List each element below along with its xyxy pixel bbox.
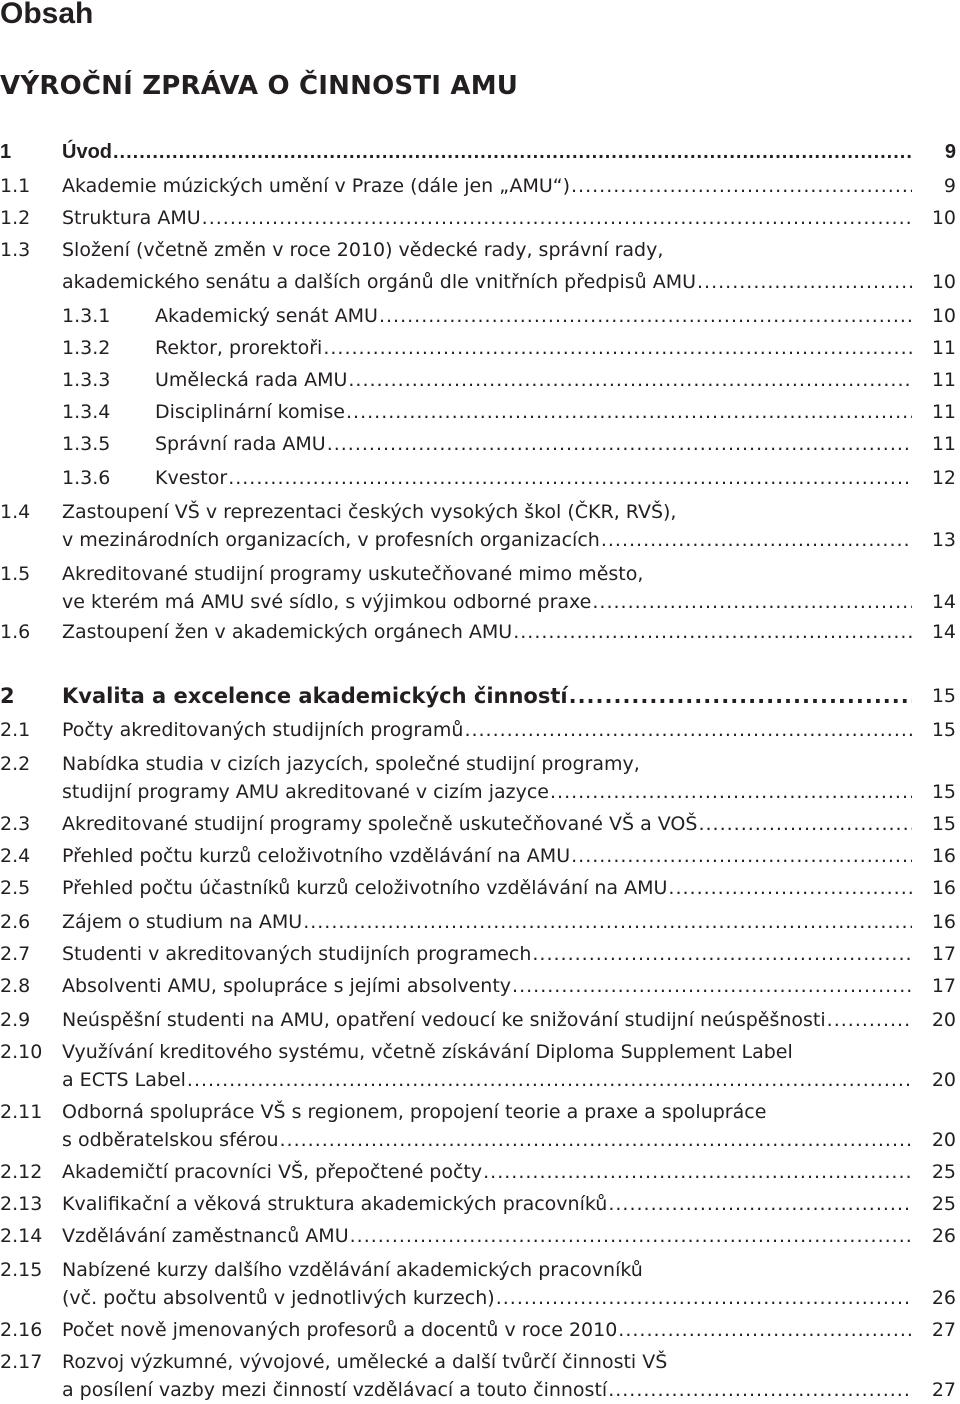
- leader-dots: [327, 430, 912, 458]
- toc-title: Absolventi AMU, spolupráce s jejími absolventy: [62, 975, 512, 997]
- toc-number: 2.9: [0, 1009, 31, 1031]
- toc-page-number: 17: [931, 975, 956, 997]
- toc-title-line-1: Nabízené kurzy dalšího vzdělávání akademických pracovníků: [62, 1259, 643, 1281]
- toc-page-number: 14: [931, 591, 956, 613]
- toc-number: 1.1: [0, 175, 31, 197]
- leader-dots: [618, 1316, 912, 1344]
- toc-page-number: 15: [931, 685, 956, 707]
- toc-number: 1.3.5: [62, 433, 111, 455]
- toc-title-line-2: a ECTS Label: [62, 1069, 186, 1091]
- toc-number: 1.2: [0, 207, 31, 229]
- leader-dots: [496, 1284, 912, 1312]
- toc-page-number: 13: [931, 529, 956, 551]
- toc-page-number: 16: [931, 877, 956, 899]
- leader-dots: [348, 366, 912, 394]
- toc-entry-2-17[interactable]: [0, 1348, 956, 1404]
- toc-entry-2-2[interactable]: [0, 750, 956, 806]
- toc-number: 2.1: [0, 719, 31, 741]
- toc-title: Rektor, prorektoři: [155, 337, 323, 359]
- leader-dots: [464, 716, 912, 744]
- leader-dots: [323, 334, 912, 362]
- leader-dots: [550, 778, 912, 806]
- toc-entry-2-13[interactable]: [0, 1190, 956, 1218]
- toc-title: Akademický senát AMU: [155, 305, 378, 327]
- toc-number: 2.7: [0, 943, 31, 965]
- toc-title-line-1: Nabídka studia v cizích jazycích, společné studijní programy,: [62, 753, 640, 775]
- toc-entry-2-11[interactable]: [0, 1098, 956, 1154]
- toc-title: Počty akreditovaných studijních programů: [62, 719, 464, 741]
- toc-page-number: 15: [931, 813, 956, 835]
- leader-dots: [379, 302, 912, 330]
- toc-entry-2-5[interactable]: [0, 874, 956, 902]
- toc-entry-1-3[interactable]: [0, 236, 956, 296]
- toc-number: 2.14: [0, 1225, 43, 1247]
- toc-page-number: 9: [944, 141, 956, 163]
- toc-page-number: 10: [931, 271, 956, 293]
- toc-page-number: 20: [931, 1129, 956, 1151]
- toc-number: 1.5: [0, 563, 31, 585]
- toc-title-line-2: akademického senátu a dalších orgánů dle vnitřních předpisů AMU: [62, 271, 696, 293]
- toc-page-number: 12: [931, 467, 956, 489]
- toc-entry-2-6[interactable]: [0, 908, 956, 936]
- toc-entry-1-3-5[interactable]: [0, 430, 956, 458]
- toc-page-number: 20: [931, 1009, 956, 1031]
- toc-number: 2.6: [0, 911, 31, 933]
- toc-page-number: 11: [931, 433, 956, 455]
- toc-page-number: 10: [931, 207, 956, 229]
- toc-page-number: 11: [931, 337, 956, 359]
- toc-number: 1: [0, 141, 12, 163]
- toc-number: 2.11: [0, 1101, 43, 1123]
- leader-dots: [571, 842, 912, 870]
- toc-title-line-2: v mezinárodních organizacích, v profesních organizacích: [62, 529, 600, 551]
- toc-title-line-1: Odborná spolupráce VŠ s regionem, propojení teorie a praxe a spolupráce: [62, 1101, 767, 1123]
- leader-dots: [827, 1006, 912, 1034]
- toc-entry-1-3-4[interactable]: [0, 398, 956, 426]
- toc-page-number: 11: [931, 401, 956, 423]
- toc-entry-2-1[interactable]: [0, 716, 956, 744]
- toc-number: 2.12: [0, 1161, 43, 1183]
- toc-page-number: 27: [931, 1379, 956, 1401]
- toc-page-number: 14: [931, 621, 956, 643]
- toc-entry-1-1[interactable]: [0, 172, 956, 200]
- leader-dots: [346, 398, 912, 426]
- toc-title: Disciplinární komise: [155, 401, 345, 423]
- toc-number: 2.3: [0, 813, 31, 835]
- toc-number: 1.4: [0, 501, 31, 523]
- toc-title-line-1: Rozvoj výzkumné, vývojové, umělecké a další tvůrčí činnosti VŠ: [62, 1351, 668, 1373]
- leader-dots: [698, 810, 912, 838]
- toc-page-number: 27: [931, 1319, 956, 1341]
- toc-title: Vzdělávání zaměstnanců AMU: [62, 1225, 349, 1247]
- toc-number: 2.15: [0, 1259, 43, 1281]
- leader-dots: [532, 940, 912, 968]
- toc-title: Akademie múzických umění v Praze (dále jen „AMU“): [62, 175, 571, 197]
- toc-entry-1-6[interactable]: [0, 618, 956, 646]
- toc-number: 2.2: [0, 753, 31, 775]
- toc-page-number: 15: [931, 781, 956, 803]
- toc-page-number: 25: [931, 1161, 956, 1183]
- toc-title: Správní rada AMU: [155, 433, 326, 455]
- leader-dots: [512, 972, 912, 1000]
- toc-title: Kvestor: [155, 467, 228, 489]
- toc-title-line-2: studijní programy AMU akreditované v cizím jazyce: [62, 781, 549, 803]
- toc-entry-2-16[interactable]: [0, 1316, 956, 1344]
- toc-title: Přehled počtu kurzů celoživotního vzdělávání na AMU: [62, 845, 571, 867]
- toc-entry-1-3-1[interactable]: [0, 302, 956, 330]
- toc-entry-1-3-3[interactable]: [0, 366, 956, 394]
- toc-entry-2-10[interactable]: [0, 1038, 956, 1094]
- toc-title-line-1: Využívání kreditového systému, včetně získávání Diploma Supplement Label: [62, 1041, 793, 1063]
- toc-title: Studenti v akreditovaných studijních programech: [62, 943, 532, 965]
- leader-dots: [187, 1066, 912, 1094]
- toc-page-number: 16: [931, 845, 956, 867]
- toc-title: Kvalita a excelence akademických činností: [62, 684, 568, 708]
- toc-page-number: 9: [943, 175, 956, 197]
- toc-entry-1-4[interactable]: [0, 498, 956, 554]
- toc-number: 1.3.4: [62, 401, 111, 423]
- toc-number: 1.3.1: [62, 305, 111, 327]
- leader-dots: [601, 526, 912, 554]
- toc-page-number: 10: [931, 305, 956, 327]
- leader-dots: [113, 138, 912, 166]
- toc-entry-2-8[interactable]: [0, 972, 956, 1000]
- leader-dots: [608, 1376, 912, 1404]
- toc-title: Počet nově jmenovaných profesorů a docentů v roce 2010: [62, 1319, 618, 1341]
- leader-dots: [202, 204, 912, 232]
- toc-page-number: 20: [931, 1069, 956, 1091]
- leader-dots: [608, 1190, 912, 1218]
- toc-title: Přehled počtu účastníků kurzů celoživotního vzdělávání na AMU: [62, 877, 668, 899]
- toc-title-line-2: ve kterém má AMU své sídlo, s výjimkou odborné praxe: [62, 591, 592, 613]
- toc-title: Kvalifikační a věková struktura akademických pracovníků: [62, 1193, 608, 1215]
- leader-dots: [350, 1222, 912, 1250]
- toc-entry-1-3-2[interactable]: [0, 334, 956, 362]
- toc-page-number: 15: [931, 719, 956, 741]
- toc-title: Akademičtí pracovníci VŠ, přepočtené počty: [62, 1161, 483, 1183]
- toc-number: 1.3.6: [62, 467, 111, 489]
- toc-number: 1.3.2: [62, 337, 111, 359]
- toc-number: 2.4: [0, 845, 31, 867]
- toc-entry-1-3-6[interactable]: [0, 464, 956, 492]
- toc-entry-1-5[interactable]: [0, 560, 956, 616]
- toc-title-line-2: (vč. počtu absolventů v jednotlivých kurzech): [62, 1287, 495, 1309]
- toc-title: Úvod: [62, 141, 112, 163]
- toc-entry-2-12[interactable]: [0, 1158, 956, 1186]
- toc-number: 1.3.3: [62, 369, 111, 391]
- toc-title-line-1: Akreditované studijní programy uskutečňované mimo město,: [62, 563, 644, 585]
- document-title: VÝROČNÍ ZPRÁVA O ČINNOSTI AMU: [0, 71, 519, 101]
- toc-title: Zájem o studium na AMU: [62, 911, 303, 933]
- toc-title: Umělecká rada AMU: [155, 369, 348, 391]
- toc-number: 2.5: [0, 877, 31, 899]
- toc-title-line-1: Složení (včetně změn v roce 2010) vědecké rady, správní rady,: [62, 239, 664, 261]
- toc-entry-1[interactable]: [0, 138, 956, 166]
- toc-title-line-1: Zastoupení VŠ v reprezentaci českých vysokých škol (ČKR, RVŠ),: [62, 501, 677, 523]
- leader-dots: [668, 874, 912, 902]
- toc-number: 2.8: [0, 975, 31, 997]
- toc-entry-2-15[interactable]: [0, 1256, 956, 1312]
- toc-entry-2[interactable]: [0, 682, 956, 710]
- toc-number: 2: [0, 684, 15, 708]
- toc-page-number: 25: [931, 1193, 956, 1215]
- toc-title-line-2: s odběratelskou sférou: [62, 1129, 279, 1151]
- leader-dots: [228, 464, 912, 492]
- leader-dots: [592, 588, 912, 616]
- toc-page-number: 16: [931, 911, 956, 933]
- toc-number: 1.3: [0, 239, 31, 261]
- leader-dots: [571, 172, 912, 200]
- toc-number: 2.13: [0, 1193, 43, 1215]
- toc-number: 2.17: [0, 1351, 43, 1373]
- toc-page-number: 17: [931, 943, 956, 965]
- toc-title-line-2: a posílení vazby mezi činností vzdělávací a touto činností: [62, 1379, 608, 1401]
- leader-dots: [569, 682, 912, 710]
- leader-dots: [483, 1158, 912, 1186]
- leader-dots: [697, 268, 912, 296]
- toc-number: 1.6: [0, 621, 31, 643]
- toc-number: 2.16: [0, 1319, 43, 1341]
- toc-page-number: 26: [931, 1287, 956, 1309]
- leader-dots: [280, 1126, 912, 1154]
- leader-dots: [303, 908, 912, 936]
- toc-entry-2-3[interactable]: [0, 810, 956, 838]
- leader-dots: [513, 618, 912, 646]
- toc-entry-2-9[interactable]: [0, 1006, 956, 1034]
- toc-title: Akreditované studijní programy společně uskutečňované VŠ a VOŠ: [62, 813, 698, 835]
- toc-page-number: 26: [931, 1225, 956, 1247]
- toc-entry-2-4[interactable]: [0, 842, 956, 870]
- page-heading: Obsah: [0, 0, 94, 30]
- toc-title: Zastoupení žen v akademických orgánech AMU: [62, 621, 513, 643]
- toc-number: 2.10: [0, 1041, 43, 1063]
- toc-entry-2-14[interactable]: [0, 1222, 956, 1250]
- toc-entry-2-7[interactable]: [0, 940, 956, 968]
- toc-title: Neúspěšní studenti na AMU, opatření vedoucí ke snižování studijní neúspěšnosti: [62, 1009, 826, 1031]
- toc-page-number: 11: [931, 369, 956, 391]
- toc-entry-1-2[interactable]: [0, 204, 956, 232]
- toc-title: Struktura AMU: [62, 207, 201, 229]
